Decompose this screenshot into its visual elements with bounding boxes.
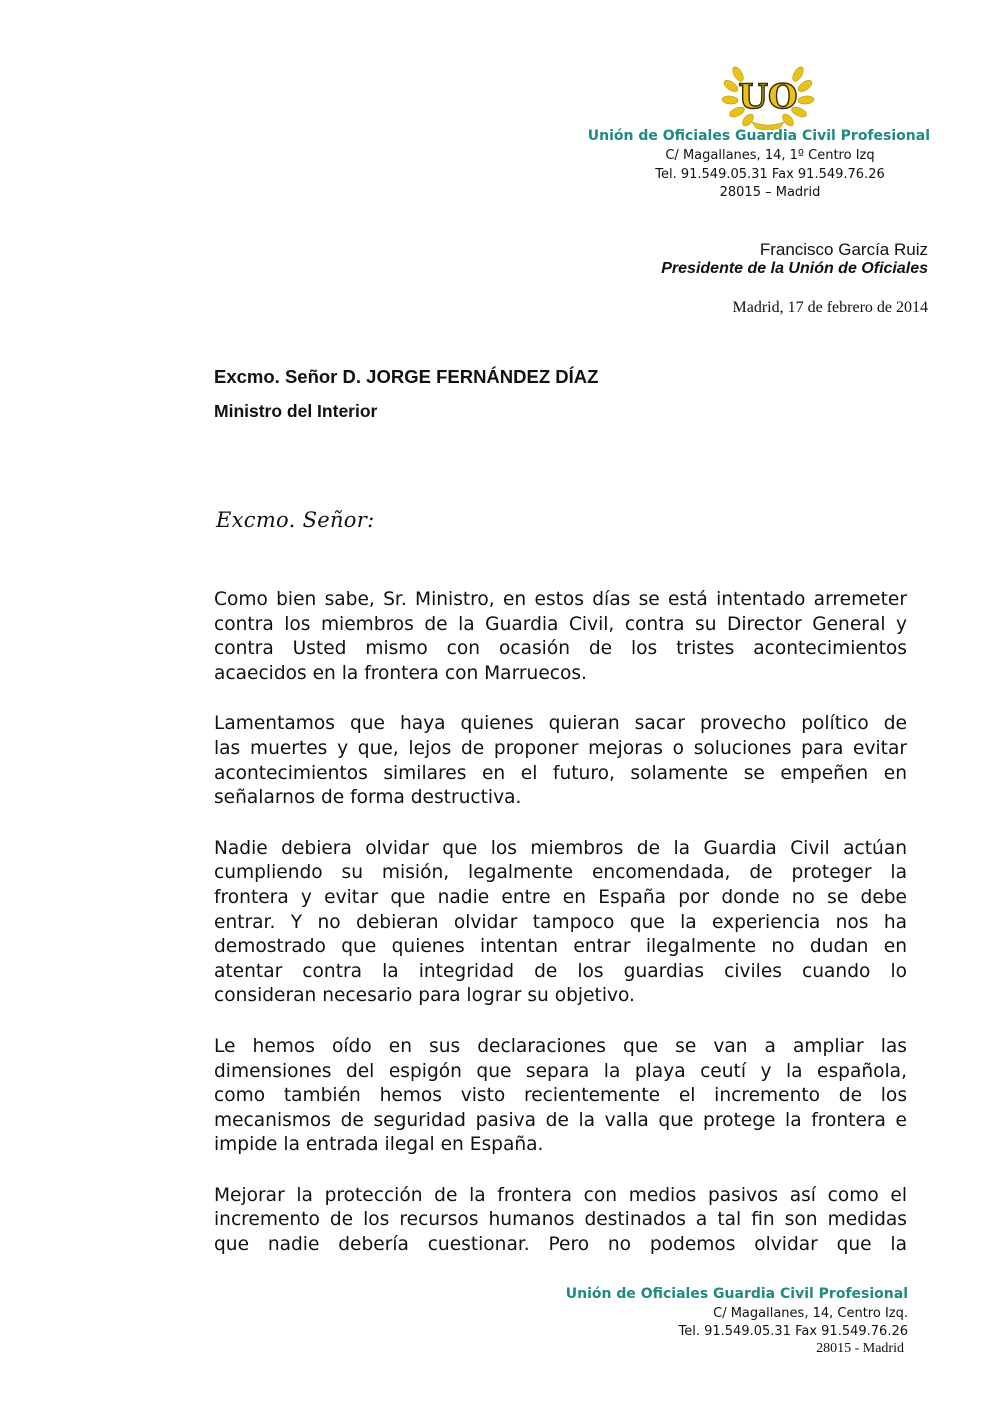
org-name: Unión de Oficiales Guardia Civil Profesional bbox=[587, 128, 930, 144]
salutation: Excmo. Señor: bbox=[216, 508, 375, 532]
body-line: Nadie debiera olvidar que los miembros de la Guardia Civil actúan bbox=[214, 837, 907, 859]
body-line: Lamentamos que haya quienes quieran sacar provecho político de bbox=[214, 713, 907, 735]
body-line: como también hemos visto recientemente el incremento de los bbox=[214, 1085, 907, 1107]
body-line: señalarnos de forma destructiva. bbox=[214, 787, 522, 809]
address-line: C/ Magallanes, 14, 1º Centro Izq bbox=[665, 148, 875, 163]
body-line: mecanismos de seguridad pasiva de la valla que protege la frontera e bbox=[214, 1109, 907, 1131]
phone-fax-line: Tel. 91.549.05.31 Fax 91.549.76.26 bbox=[655, 167, 885, 182]
body-line: contra Usted mismo con ocasión de los tristes acontecimientos bbox=[214, 638, 907, 660]
footer-org-name: Unión de Oficiales Guardia Civil Profesional bbox=[565, 1286, 908, 1302]
body-line: Le hemos oído en sus declaraciones que se van a ampliar las bbox=[214, 1035, 907, 1057]
body-line: demostrado que quienes intentan entrar ilegalmente no dudan en bbox=[214, 936, 907, 958]
sender-title: Presidente de la Unión de Oficiales bbox=[661, 260, 928, 277]
logo-letters: UO bbox=[738, 77, 798, 117]
body-line: impide la entrada ilegal en España. bbox=[214, 1134, 544, 1156]
paragraph bbox=[214, 1035, 907, 1158]
body-line: entrar. Y no debieran olvidar tampoco que la experiencia nos ha bbox=[214, 911, 907, 933]
paragraph bbox=[214, 588, 907, 686]
body-line: acontecimientos similares en el futuro, solamente se empeñen en bbox=[214, 762, 907, 784]
sender-name: Francisco García Ruiz bbox=[759, 240, 928, 259]
body-line: las muertes y que, lejos de proponer mejoras o soluciones para evitar bbox=[214, 737, 907, 759]
paragraph bbox=[214, 837, 907, 1009]
body-line: acaecidos en la frontera con Marruecos. bbox=[214, 662, 587, 684]
body-line: Mejorar la protección de la frontera con medios pasivos así como el bbox=[214, 1184, 907, 1206]
body-line: Como bien sabe, Sr. Ministro, en estos días se está intentado arremeter bbox=[214, 589, 907, 610]
recipient-role: Ministro del Interior bbox=[214, 401, 378, 421]
body-line: contra los miembros de la Guardia Civil, contra su Director General y bbox=[214, 613, 907, 635]
body-line: incremento de los recursos humanos destinados a tal fin son medidas bbox=[214, 1209, 907, 1231]
footer-address-line: C/ Magallanes, 14, Centro Izq. bbox=[713, 1306, 908, 1321]
body-line: dimensiones del espigón que separa la playa ceutí y la española, bbox=[214, 1060, 907, 1082]
recipient-name: Excmo. Señor D. JORGE FERNÁNDEZ DÍAZ bbox=[214, 366, 599, 387]
paragraph bbox=[214, 1184, 907, 1258]
paragraph bbox=[214, 712, 907, 810]
footer-postal-line: 28015 - Madrid bbox=[816, 1341, 904, 1356]
body-line: cumpliendo su misión, legalmente encomendada, de proteger la bbox=[214, 862, 907, 884]
letter-date: Madrid, 17 de febrero de 2014 bbox=[732, 299, 928, 316]
footer-phone-fax-line: Tel. 91.549.05.31 Fax 91.549.76.26 bbox=[678, 1324, 908, 1339]
union-logo-icon bbox=[718, 58, 818, 130]
letter-body bbox=[214, 588, 907, 1284]
body-line: consideran necesario para lograr su objetivo. bbox=[214, 985, 635, 1007]
postal-line: 28015 – Madrid bbox=[719, 185, 821, 200]
body-line: atentar contra la integridad de los guardias civiles cuando lo bbox=[214, 960, 907, 982]
body-line: frontera y evitar que nadie entre en España por donde no se debe bbox=[214, 886, 907, 908]
body-line: que nadie debería cuestionar. Pero no podemos olvidar que la bbox=[214, 1234, 907, 1256]
